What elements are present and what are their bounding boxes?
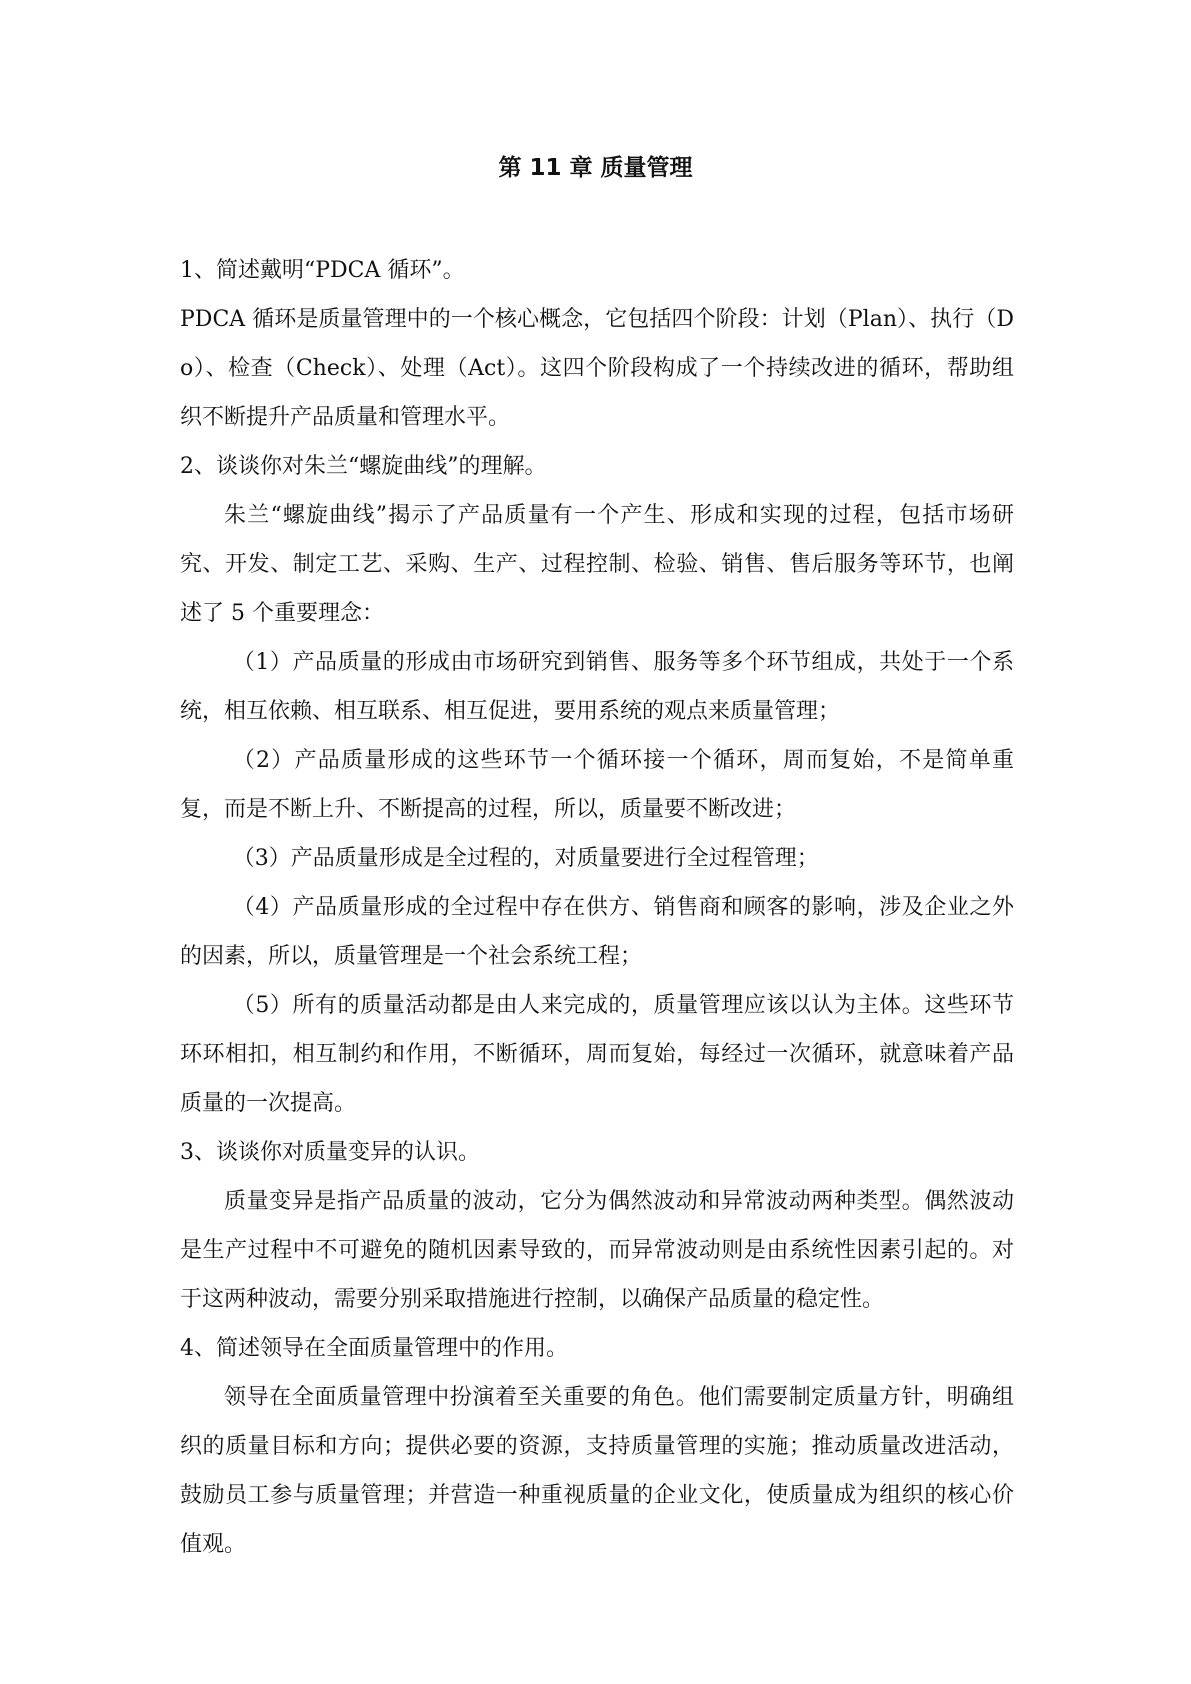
answer-2-point-4: （4）产品质量形成的全过程中存在供方、销售商和顾客的影响，涉及企业之外的因素，所以，质量管理是一个社会系统工程； — [180, 895, 1014, 969]
document-body — [180, 246, 1014, 1569]
question-2: 2、谈谈你对朱兰“螺旋曲线”的理解。 — [180, 454, 547, 479]
answer-2-intro: 朱兰“螺旋曲线”揭示了产品质量有一个产生、形成和实现的过程，包括市场研究、开发、制定工艺、采购、生产、过程控制、检验、销售、售后服务等环节，也阐述了 5 个重要理念： — [180, 503, 1014, 626]
question-4: 4、简述领导在全面质量管理中的作用。 — [180, 1336, 568, 1361]
answer-2-point-5: （5）所有的质量活动都是由人来完成的，质量管理应该以认为主体。这些环节环环相扣，相互制约和作用，不断循环，周而复始，每经过一次循环，就意味着产品质量的一次提高。 — [180, 993, 1014, 1116]
answer-3-paragraph: 质量变异是指产品质量的波动，它分为偶然波动和异常波动两种类型。偶然波动是生产过程中不可避免的随机因素导致的，而异常波动则是由系统性因素引起的。对于这两种波动，需要分别采取措施进行控制，以确保产品质量的稳定性。 — [180, 1189, 1014, 1312]
chapter-title: 第 11 章 质量管理 — [498, 155, 693, 181]
question-3: 3、谈谈你对质量变异的认识。 — [180, 1140, 480, 1165]
answer-2-point-2: （2）产品质量形成的这些环节一个循环接一个循环，周而复始，不是简单重复，而是不断上升、不断提高的过程，所以，质量要不断改进； — [180, 748, 1014, 822]
answer-2-point-1: （1）产品质量的形成由市场研究到销售、服务等多个环节组成，共处于一个系统，相互依赖、相互联系、相互促进，要用系统的观点来质量管理； — [180, 650, 1014, 724]
answer-4-paragraph: 领导在全面质量管理中扮演着至关重要的角色。他们需要制定质量方针，明确组织的质量目标和方向；提供必要的资源，支持质量管理的实施；推动质量改进活动，鼓励员工参与质量管理；并营造一种重视质量的企业文化，使质量成为组织的核心价值观。 — [180, 1385, 1014, 1557]
question-1: 1、简述戴明“PDCA 循环”。 — [180, 258, 465, 283]
answer-1-paragraph: PDCA 循环是质量管理中的一个核心概念，它包括四个阶段：计划（Plan）、执行（Do）、检查（Check）、处理（Act）。这四个阶段构成了一个持续改进的循环，帮助组织不断提升产品质量和管理水平。 — [180, 307, 1014, 430]
answer-2-point-3: （3）产品质量形成是全过程的，对质量要进行全过程管理； — [232, 846, 819, 871]
